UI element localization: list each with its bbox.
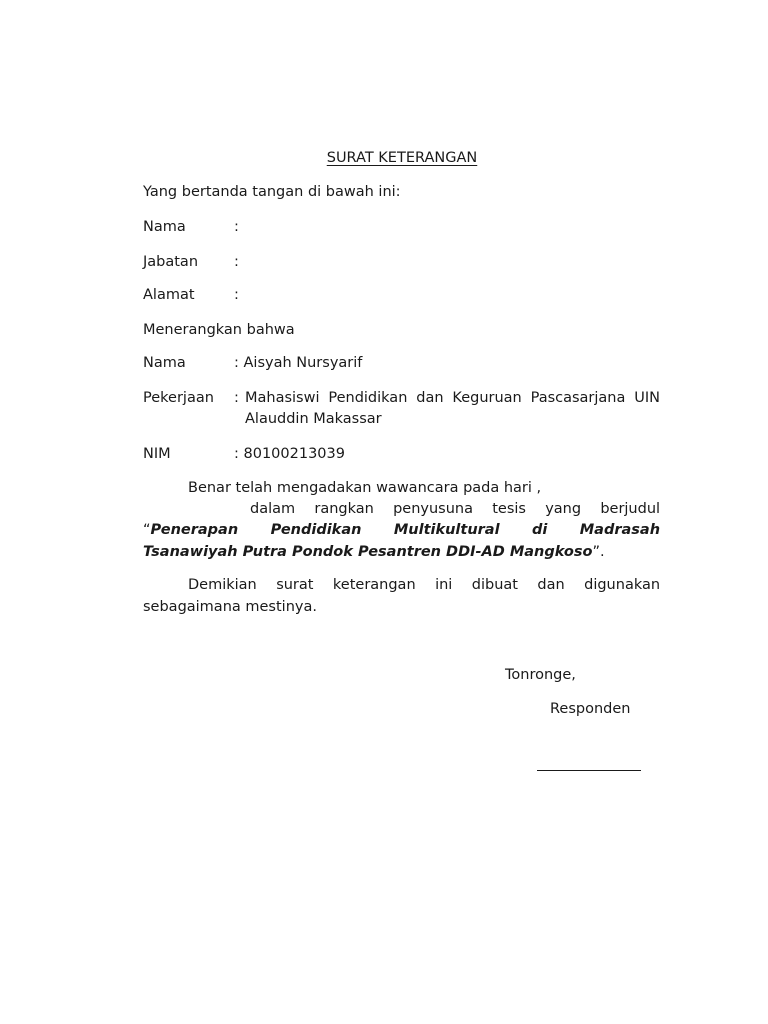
document-title: SURAT KETERANGAN [326, 150, 478, 166]
paragraph1-word: rangkan [314, 501, 374, 517]
signature-line [537, 770, 641, 771]
paragraph2-word: digunakan [584, 577, 661, 593]
subject-name-value: : Aisyah Nursyarif [234, 355, 363, 371]
paragraph2-word: dan [537, 577, 565, 593]
subject-nim-label: NIM [143, 446, 171, 462]
subject-name-label: Nama [143, 355, 186, 371]
paragraph2-word: dibuat [471, 577, 518, 593]
paragraph1-line1: Benar telah mengadakan wawancara pada hari , [188, 480, 542, 496]
paragraph1-word: penyusuna [393, 501, 473, 517]
thesis-title-word: Madrasah [579, 522, 661, 538]
paragraph2-word: surat [276, 577, 314, 593]
paragraph2-word: ini [435, 577, 453, 593]
paragraph2-word: Demikian [188, 577, 257, 593]
thesis-title-word: Pendidikan [270, 522, 362, 538]
signer-name-colon: : [234, 219, 239, 235]
paragraph1-word: tesis [492, 501, 526, 517]
intro-text: Yang bertanda tangan di bawah ini: [143, 184, 401, 200]
thesis-title-line2 [143, 542, 660, 562]
signer-address-colon: : [234, 287, 239, 303]
subject-job-value-line1: Mahasiswi Pendidikan dan Keguruan Pascasarjana UIN [245, 390, 660, 406]
signer-address-label: Alamat [143, 287, 195, 303]
thesis-title-line1 [143, 520, 660, 540]
signer-position-label: Jabatan [143, 254, 199, 270]
place-date: Tonronge, [505, 667, 576, 683]
subject-job-value-line2: Alauddin Makassar [245, 411, 382, 427]
signer-name-label: Nama [143, 219, 186, 235]
thesis-title-word: di [531, 522, 548, 538]
close-quote: ”. [592, 544, 605, 560]
thesis-title-word: Multikultural [393, 522, 500, 538]
paragraph2-word: keterangan [332, 577, 416, 593]
paragraph1-word: yang [545, 501, 582, 517]
paragraph2-line2: sebagaimana mestinya. [143, 599, 317, 615]
paragraph2-line1 [188, 575, 660, 595]
paragraph1-word: berjudul [600, 501, 661, 517]
thesis-title-word-first [143, 522, 238, 538]
paragraph1-line2 [250, 499, 660, 519]
thesis-title-line2-text: Tsanawiyah Putra Pondok Pesantren DDI-AD Mangkoso [143, 544, 593, 560]
signer-position-colon: : [234, 254, 239, 270]
subject-job-colon: : [234, 390, 239, 406]
subject-job-label: Pekerjaan [143, 390, 214, 406]
subject-nim-value: : 80100213039 [234, 446, 345, 462]
respondent-label: Responden [550, 701, 631, 717]
thesis-title-word: Penerapan [150, 522, 239, 538]
open-quote: “ [143, 522, 151, 538]
statement-text: Menerangkan bahwa [143, 322, 295, 338]
paragraph1-word: dalam [250, 501, 296, 517]
